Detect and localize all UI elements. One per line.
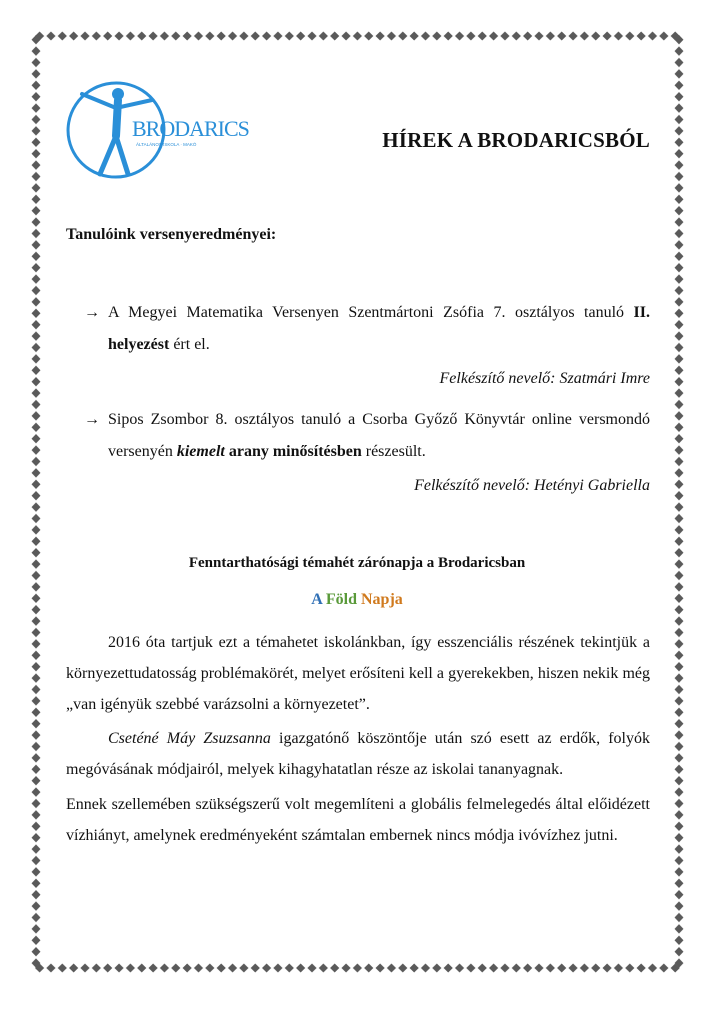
border-left — [31, 34, 41, 970]
paragraph: Ennek szellemében szükségszerű volt megemlíteni a globális felmelegedés által előidézett vízhiányt, amelynek eredményeként számtalan embernek nincs módja ivóvízhez jutni. — [66, 796, 650, 844]
border-bottom — [34, 963, 681, 973]
result-item — [84, 404, 650, 468]
arrow-right-icon: → — [84, 304, 100, 321]
logo-subtext: ÁLTALÁNOS ISKOLA · MAKÓ — [136, 142, 197, 147]
mentor-line: Felkészítő nevelő: Szatmári Imre — [439, 370, 650, 387]
article-heading: Fenntarthatósági témahét zárónapja a Brodaricsban — [188, 555, 526, 571]
result-item — [84, 297, 650, 361]
principal-name: Cseténé Máy Zsuzsanna — [108, 730, 271, 747]
section-heading: Tanulóink versenyeredményei: — [66, 226, 277, 243]
logo-wordmark: BRODARICS — [132, 116, 249, 141]
earth-day-title — [0, 591, 714, 609]
school-logo — [60, 74, 249, 194]
paragraph: 2016 óta tartjuk ezt a témahetet iskolánkban, így esszenciális részének tekintjük a környezettudatosság problémakörét, melyet erősíteni kell a gyerekekben, hiszen nekik még „van igényük szebbé varázsolni a környezetet”. — [66, 634, 650, 713]
mentor-line: Felkészítő nevelő: Hetényi Gabriella — [414, 477, 650, 494]
page-title: HÍREK A BRODARICSBÓL — [382, 128, 650, 152]
earth-day-word: A — [311, 591, 322, 608]
result-text: A Megyei Matematika Versenyen Szentmártoni Zsófia 7. osztályos tanuló II. helyezést ért el. — [108, 304, 650, 353]
earth-day-word: Föld — [325, 591, 357, 608]
arrow-right-icon: → — [84, 411, 100, 428]
paragraph: Cseténé Máy Zsuzsanna igazgatónő köszöntője után szó esett az erdők, folyók megóvásának módjairól, melyek kihagyhatatlan része az iskolai tananyagnak. — [66, 730, 650, 778]
border-right — [674, 34, 684, 970]
earth-day-word: Napja — [361, 591, 403, 608]
border-top — [34, 31, 681, 41]
result-text: Sipos Zsombor 8. osztályos tanuló a Csorba Győző Könyvtár online versmondó versenyén kiemelt arany minősítésben részesült. — [108, 411, 650, 460]
